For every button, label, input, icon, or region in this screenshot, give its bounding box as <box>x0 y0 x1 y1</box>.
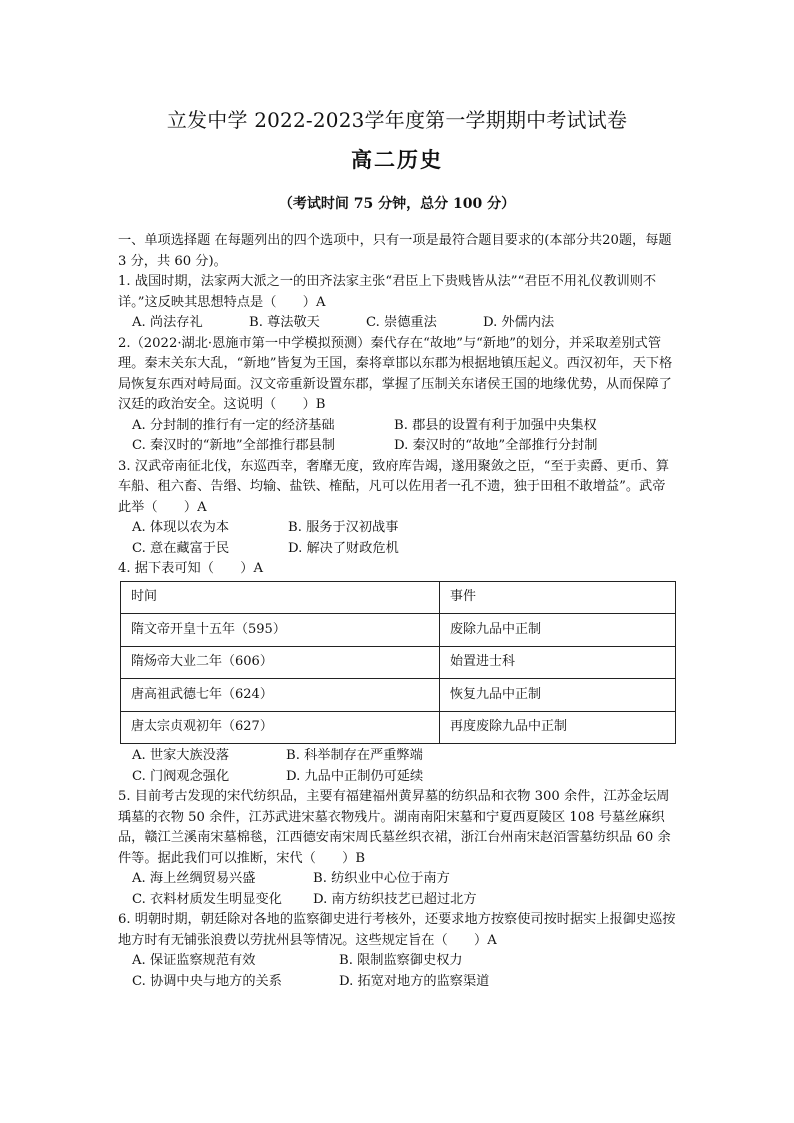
option-a: A. 海上丝绸贸易兴盛 <box>132 871 256 886</box>
option-c: C. 衣料材质发生明显变化 <box>132 891 282 907</box>
table-row <box>121 711 676 744</box>
table-row <box>121 679 676 712</box>
option-d: D. 九品中正制仍可延续 <box>286 768 424 784</box>
subject-title: 高二历史 <box>351 147 443 172</box>
table-row <box>121 646 676 679</box>
table-cell-time: 隋炀帝大业二年（606） <box>121 646 440 679</box>
option-d: D. 外儒内法 <box>483 315 555 330</box>
option-c: C. 崇德重法 <box>366 315 437 330</box>
options-row <box>118 539 678 560</box>
options-row <box>118 436 678 457</box>
table-row <box>121 614 676 647</box>
option-b: B. 郡县的设置有利于加强中央集权 <box>394 417 597 433</box>
table-header-row <box>121 581 676 614</box>
option-d: D. 拓宽对地方的监察渠道 <box>339 973 490 989</box>
question-2 <box>118 334 678 457</box>
option-c: C. 门阀观念强化 <box>132 768 230 784</box>
table-header-time: 时间 <box>121 581 440 614</box>
option-d: D. 秦汉时的“故地”全部推行分封制 <box>394 438 598 453</box>
option-a: A. 世家大族没落 <box>132 748 230 763</box>
option-d: D. 南方纺织技艺已超过北方 <box>313 891 477 907</box>
question-stem: 2.（2022·湖北·恩施市第一中学模拟预测）秦代存在“故地”与“新地”的划分，并采取差别式管理。秦末关东大乱，“新地”皆复为王国，秦将章邯以东郡为根据地镇压起义。西汉初年，天下格局恢复东西对峙局面。汉文帝重新设置东郡，掌握了压制关东诸侯王国的地缘优势，从而保障了汉廷的政治安全。这说明（ ）B <box>118 335 673 412</box>
options-row <box>118 972 678 993</box>
options-row <box>118 518 678 539</box>
option-c: C. 协调中央与地方的关系 <box>132 973 282 989</box>
question-5 <box>118 787 678 910</box>
option-c: C. 意在藏富于民 <box>132 540 230 556</box>
option-c: C. 秦汉时的“新地”全部推行郡县制 <box>132 438 335 453</box>
question-stem: 5. 目前考古发现的宋代纺织品，主要有福建福州黄昇墓的纺织品和衣物 300 余件，江苏金坛周瑀墓的衣物 50 余件，江苏武进宋墓衣物残片。湖南南阳宋墓和宁夏西夏陵区 108 号墓丝麻织品，赣江兰溪南宋墓棉毯，江西德安南宋周氏墓丝织衣裙，浙江台州南宋赵洦霅墓纺织品 60 余件等。据此我们可以推断，宋代（ ）B <box>118 789 671 866</box>
question-6 <box>118 910 678 992</box>
question-4 <box>118 559 678 787</box>
question-1 <box>118 272 678 334</box>
table-cell-event: 始置进士科 <box>440 646 676 679</box>
options-row <box>118 746 678 767</box>
question-stem: 1. 战国时期，法家两大派之一的田齐法家主张“君臣上下贵贱皆从法”“君臣不用礼仪教训则不详。”这反映其思想特点是（ ）A <box>118 274 657 310</box>
question-stem: 3. 汉武帝南征北伐，东巡西幸，奢靡无度，致府库告竭，遂用聚敛之臣，“至于卖爵、更币、算车船、租六畜、告缗、均输、盐铁、榷酤，凡可以佐用者一孔不遗，独于田租不敢增益”。武帝此举（ ）A <box>118 458 670 515</box>
exam-info: （考试时间 75 分钟，总分 100 分） <box>278 196 516 212</box>
option-b: B. 科举制存在严重弊端 <box>286 748 423 763</box>
question-stem: 4. 据下表可知（ ）A <box>118 561 263 576</box>
table-header-event: 事件 <box>440 581 676 614</box>
option-a: A. 体现以农为本 <box>132 520 230 535</box>
option-b: B. 纺织业中心位于南方 <box>313 871 450 886</box>
table-cell-time: 唐高祖武德七年（624） <box>121 679 440 712</box>
question-stem: 6. 明朝时期，朝廷除对各地的监察御史进行考核外，还要求地方按察使司按时据实上报御史巡按地方时有无铺张浪费以劳扰州县等情况。这些规定旨在（ ）A <box>118 912 676 948</box>
option-d: D. 解决了财政危机 <box>288 540 399 556</box>
question-3 <box>118 457 678 560</box>
options-row <box>118 313 678 334</box>
table-cell-event: 废除九品中正制 <box>440 614 676 647</box>
option-a: A. 尚法存礼 <box>132 315 203 330</box>
option-b: B. 尊法敬天 <box>249 315 320 330</box>
history-table <box>120 581 676 745</box>
option-b: B. 服务于汉初战事 <box>288 520 399 535</box>
table-cell-event: 恢复九品中正制 <box>440 679 676 712</box>
option-a: A. 保证监察规范有效 <box>132 953 256 968</box>
table-cell-time: 唐太宗贞观初年（627） <box>121 711 440 744</box>
options-row <box>118 869 678 890</box>
options-row <box>118 890 678 911</box>
options-row <box>118 416 678 437</box>
option-a: A. 分封制的推行有一定的经济基础 <box>132 417 335 433</box>
table-cell-event: 再度废除九品中正制 <box>440 711 676 744</box>
option-b: B. 限制监察御史权力 <box>339 953 463 968</box>
table-cell-time: 隋文帝开皇十五年（595） <box>121 614 440 647</box>
options-row <box>118 767 678 788</box>
exam-content <box>118 231 678 992</box>
section-heading: 一、单项选择题 在每题列出的四个选项中，只有一项是最符合题目要求的(本部分共20题，每题 3 分，共 60 分)。 <box>118 233 672 269</box>
exam-title: 立发中学 2022-2023学年度第一学期期中考试试卷 <box>166 108 628 132</box>
options-row <box>118 951 678 972</box>
